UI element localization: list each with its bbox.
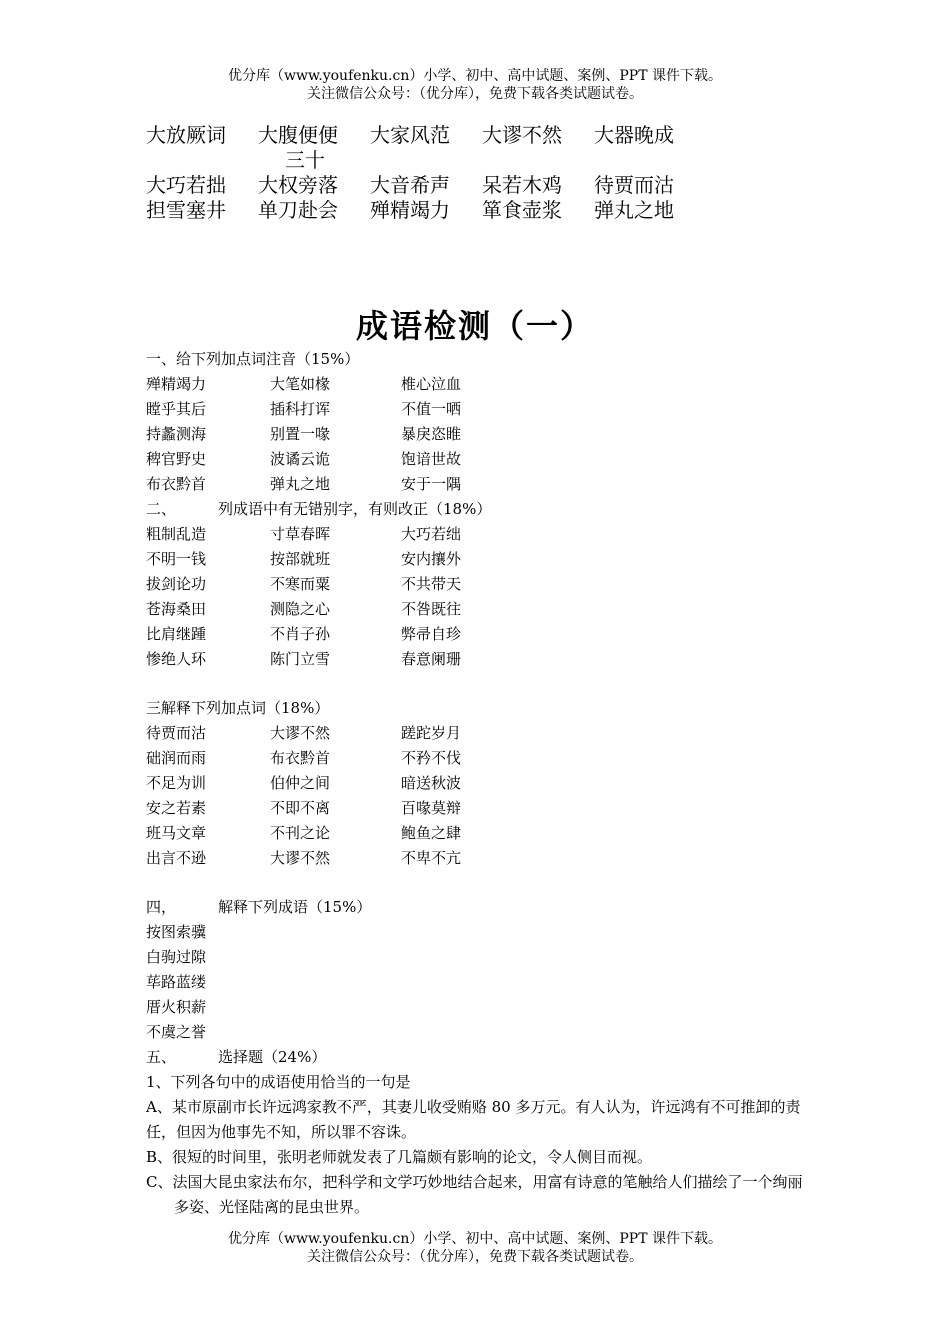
section-3 (146, 696, 461, 871)
idiom-row: 比肩继踵 不肖子孙 弊帚自珍 (146, 625, 462, 643)
idiom-row: 安之若素 不即不离 百喙莫辩 (146, 799, 462, 817)
page-title: 成语检测（一） (355, 307, 594, 345)
idiom-row: 大放厥词 大腹便便 大家风范 大谬不然 大器晚成 (146, 123, 674, 147)
idiom-row: 大巧若拙 大权旁落 大音希声 呆若木鸡 待贾而沽 (146, 173, 674, 197)
idiom-row: 布衣黔首 弹丸之地 安于一隅 (146, 475, 462, 493)
list-item: 不虞之誉 (146, 1023, 207, 1041)
option-b: B、很短的时间里，张明老师就发表了几篇颇有影响的论文，令人侧目而视。 (146, 1148, 653, 1166)
idiom-row: 待贾而沽 大谬不然 蹉跎岁月 (146, 724, 462, 742)
idiom-grid (146, 123, 706, 223)
section-heading: 一、给下列加点词注音（15%） (146, 350, 360, 368)
page-header-top (0, 67, 950, 103)
idiom-row: 苍海桑田 测隐之心 不咎既往 (146, 600, 462, 618)
group-label: 三十 (285, 148, 325, 172)
footer-line-2: 关注微信公众号：（优分库），免费下载各类试题试卷。 (307, 1249, 643, 1265)
list-item: 按图索骥 (146, 923, 207, 941)
section-1 (146, 347, 491, 672)
section-heading: 二、 列成语中有无错别字，有则改正（18%） (146, 500, 492, 518)
list-item: 白驹过隙 (146, 948, 207, 966)
idiom-row: 殚精竭力 大笔如椽 椎心泣血 (146, 375, 462, 393)
option-a: A、某市原副市长许远鸿家教不严，其妻儿收受贿赂 80 多万元。有人认为，许远鸿有不可推卸的责任，但因为他事先不知，所以罪不容诛。 (146, 1098, 801, 1141)
option-c: C、法国大昆虫家法布尔，把科学和文学巧妙地结合起来，用富有诗意的笔触给人们描绘了一个绚丽多姿、光怪陆离的昆虫世界。 (146, 1173, 803, 1216)
section-4 (146, 895, 411, 1095)
idiom-row: 惨绝人环 陈门立雪 春意阑珊 (146, 650, 462, 668)
section-heading: 三解释下列加点词（18%） (146, 699, 330, 717)
idiom-row: 持蠡测海 别置一喙 暴戾恣睢 (146, 425, 462, 443)
idiom-row: 不明一钱 按部就班 安内攘外 (146, 550, 462, 568)
idiom-row: 拔剑论功 不寒而粟 不共带天 (146, 575, 462, 593)
section-heading: 四， 解释下列成语（15%） (146, 898, 372, 916)
question: 1、下列各句中的成语使用恰当的一句是 (146, 1073, 411, 1091)
page-header-bottom (0, 1230, 950, 1266)
idiom-row: 稗官野史 波谲云诡 饱谙世故 (146, 450, 462, 468)
section-heading: 五、 选择题（24%） (146, 1048, 327, 1066)
idiom-row: 础润而雨 布衣黔首 不矜不伐 (146, 749, 462, 767)
list-item: 厝火积薪 (146, 998, 207, 1016)
header-line-2: 关注微信公众号：（优分库），免费下载各类试题试卷。 (307, 86, 643, 102)
answer-options (146, 1095, 812, 1220)
idiom-row: 瞠乎其后 插科打诨 不值一哂 (146, 400, 462, 418)
idiom-row: 粗制乱造 寸草春晖 大巧若绌 (146, 525, 462, 543)
idiom-row: 担雪塞井 单刀赴会 殚精竭力 箪食壶浆 弹丸之地 (146, 198, 674, 222)
header-line-1: 优分库（www.youfenku.cn）小学、初中、高中试题、案例、PPT 课件下载。 (227, 68, 722, 84)
footer-line-1: 优分库（www.youfenku.cn）小学、初中、高中试题、案例、PPT 课件下载。 (227, 1231, 722, 1247)
list-item: 荜路蓝缕 (146, 973, 207, 991)
idiom-row: 班马文章 不刊之论 鲍鱼之肆 (146, 824, 462, 842)
idiom-row: 不足为训 伯仲之间 暗送秋波 (146, 774, 462, 792)
idiom-row: 出言不逊 大谬不然 不卑不亢 (146, 849, 462, 867)
